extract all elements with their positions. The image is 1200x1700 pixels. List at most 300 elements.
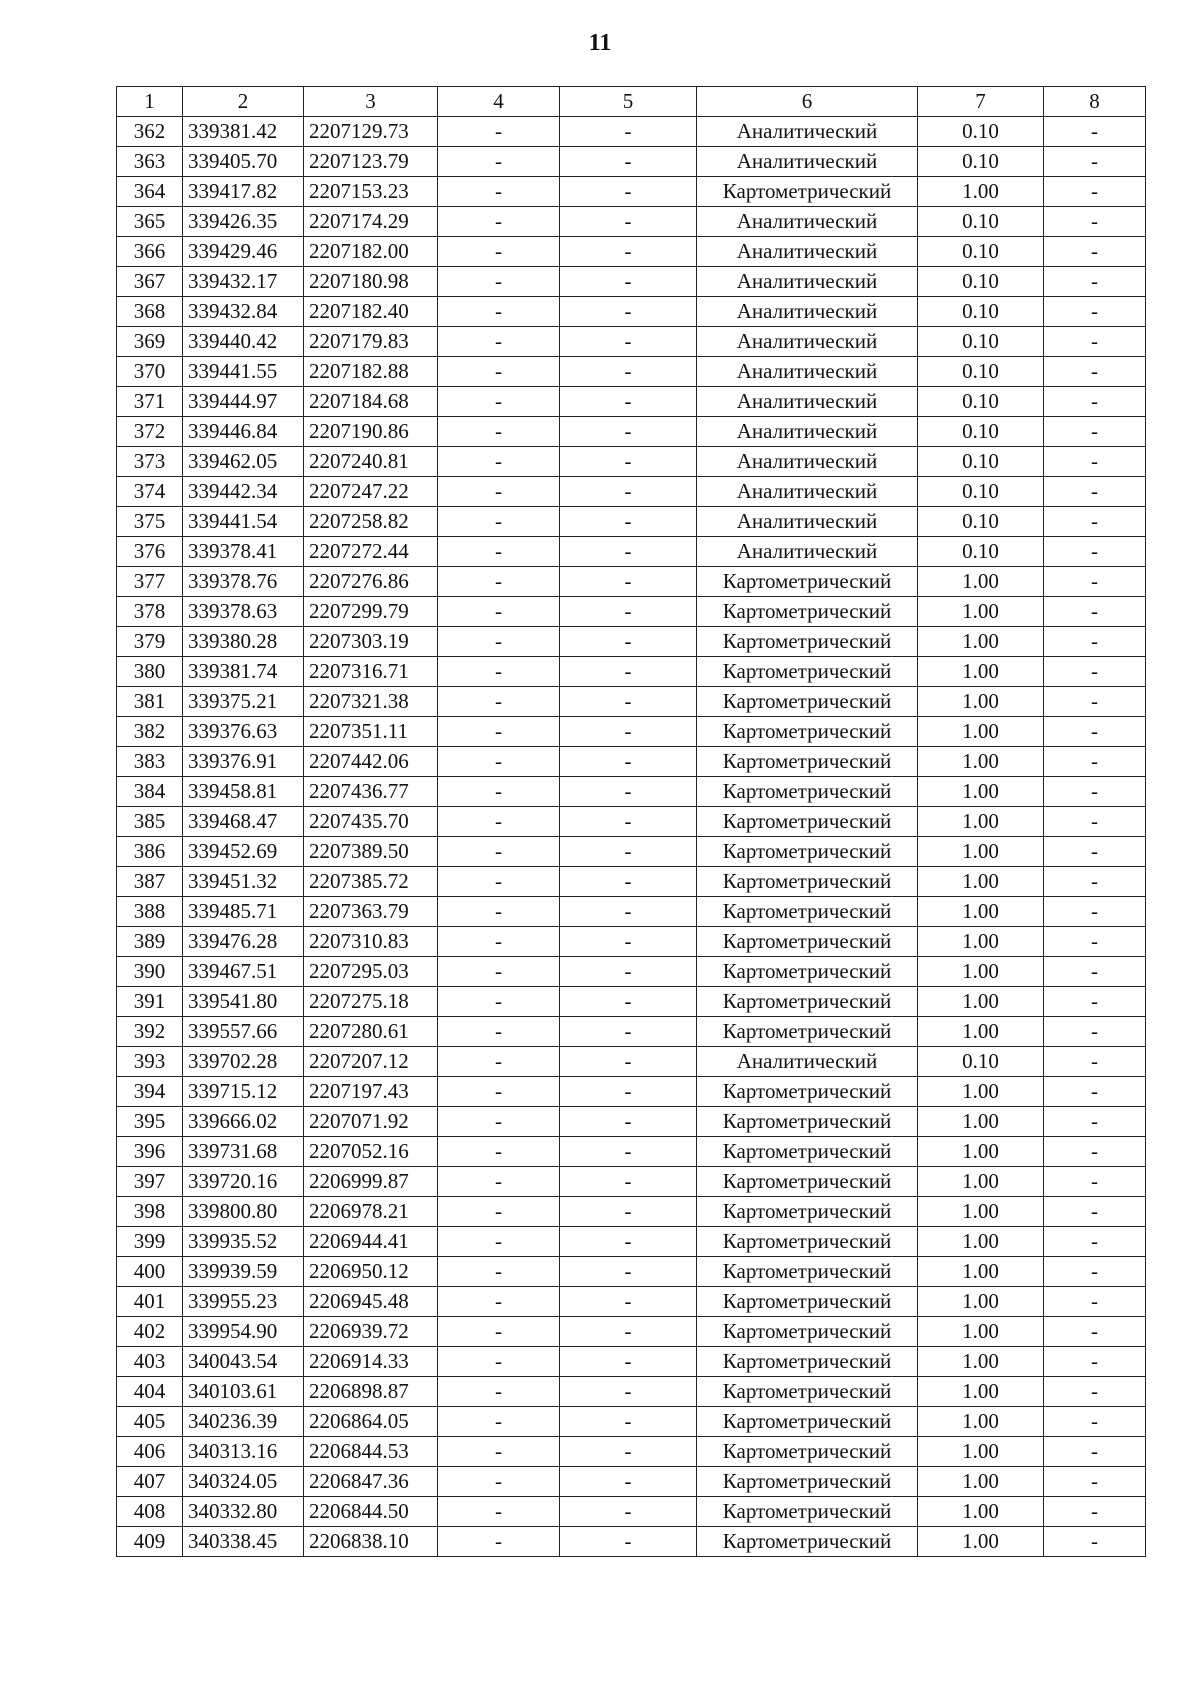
x-coordinate-cell: 339485.71 <box>183 897 304 927</box>
column-5-cell: - <box>560 1407 697 1437</box>
column-8-cell: - <box>1044 417 1146 447</box>
y-coordinate-cell: 2207351.11 <box>304 717 438 747</box>
column-8-cell: - <box>1044 837 1146 867</box>
point-number-cell: 399 <box>117 1227 183 1257</box>
column-8-cell: - <box>1044 1077 1146 1107</box>
point-number-cell: 407 <box>117 1467 183 1497</box>
header-cell: 6 <box>697 87 918 117</box>
column-8-cell: - <box>1044 657 1146 687</box>
table-row <box>117 897 1146 927</box>
point-number-cell: 383 <box>117 747 183 777</box>
method-cell: Картометрический <box>697 1017 918 1047</box>
method-cell: Аналитический <box>697 357 918 387</box>
x-coordinate-cell: 339557.66 <box>183 1017 304 1047</box>
point-number-cell: 372 <box>117 417 183 447</box>
method-cell: Картометрический <box>697 1107 918 1137</box>
column-5-cell: - <box>560 237 697 267</box>
column-8-cell: - <box>1044 1137 1146 1167</box>
y-coordinate-cell: 2206898.87 <box>304 1377 438 1407</box>
accuracy-cell: 1.00 <box>918 837 1044 867</box>
accuracy-cell: 0.10 <box>918 327 1044 357</box>
column-8-cell: - <box>1044 357 1146 387</box>
y-coordinate-cell: 2207052.16 <box>304 1137 438 1167</box>
column-5-cell: - <box>560 1047 697 1077</box>
method-cell: Картометрический <box>697 927 918 957</box>
accuracy-cell: 1.00 <box>918 1287 1044 1317</box>
table-row <box>117 597 1146 627</box>
column-8-cell: - <box>1044 747 1146 777</box>
x-coordinate-cell: 339442.34 <box>183 477 304 507</box>
coordinates-table <box>116 86 1146 1557</box>
accuracy-cell: 1.00 <box>918 1377 1044 1407</box>
x-coordinate-cell: 339451.32 <box>183 867 304 897</box>
column-5-cell: - <box>560 117 697 147</box>
header-cell: 3 <box>304 87 438 117</box>
accuracy-cell: 0.10 <box>918 147 1044 177</box>
accuracy-cell: 1.00 <box>918 1527 1044 1557</box>
header-cell: 2 <box>183 87 304 117</box>
column-8-cell: - <box>1044 537 1146 567</box>
x-coordinate-cell: 339446.84 <box>183 417 304 447</box>
header-cell: 4 <box>438 87 560 117</box>
point-number-cell: 382 <box>117 717 183 747</box>
column-8-cell: - <box>1044 327 1146 357</box>
column-8-cell: - <box>1044 177 1146 207</box>
y-coordinate-cell: 2207442.06 <box>304 747 438 777</box>
column-8-cell: - <box>1044 1497 1146 1527</box>
method-cell: Картометрический <box>697 897 918 927</box>
x-coordinate-cell: 339666.02 <box>183 1107 304 1137</box>
table-row <box>117 207 1146 237</box>
point-number-cell: 365 <box>117 207 183 237</box>
method-cell: Аналитический <box>697 387 918 417</box>
column-4-cell: - <box>438 1497 560 1527</box>
column-4-cell: - <box>438 1017 560 1047</box>
column-4-cell: - <box>438 1467 560 1497</box>
column-4-cell: - <box>438 897 560 927</box>
column-5-cell: - <box>560 297 697 327</box>
accuracy-cell: 0.10 <box>918 417 1044 447</box>
column-8-cell: - <box>1044 957 1146 987</box>
column-5-cell: - <box>560 1347 697 1377</box>
x-coordinate-cell: 339417.82 <box>183 177 304 207</box>
y-coordinate-cell: 2207258.82 <box>304 507 438 537</box>
column-8-cell: - <box>1044 987 1146 1017</box>
x-coordinate-cell: 339935.52 <box>183 1227 304 1257</box>
table-row <box>117 1197 1146 1227</box>
method-cell: Аналитический <box>697 327 918 357</box>
column-4-cell: - <box>438 747 560 777</box>
column-8-cell: - <box>1044 1467 1146 1497</box>
column-4-cell: - <box>438 1167 560 1197</box>
accuracy-cell: 0.10 <box>918 207 1044 237</box>
column-4-cell: - <box>438 687 560 717</box>
table-row <box>117 1437 1146 1467</box>
table-row <box>117 777 1146 807</box>
y-coordinate-cell: 2207280.61 <box>304 1017 438 1047</box>
column-5-cell: - <box>560 507 697 537</box>
table-row <box>117 1077 1146 1107</box>
x-coordinate-cell: 339405.70 <box>183 147 304 177</box>
method-cell: Картометрический <box>697 747 918 777</box>
accuracy-cell: 1.00 <box>918 1347 1044 1377</box>
accuracy-cell: 1.00 <box>918 627 1044 657</box>
method-cell: Картометрический <box>697 1137 918 1167</box>
accuracy-cell: 1.00 <box>918 1467 1044 1497</box>
column-8-cell: - <box>1044 1437 1146 1467</box>
y-coordinate-cell: 2207275.18 <box>304 987 438 1017</box>
y-coordinate-cell: 2206939.72 <box>304 1317 438 1347</box>
header-cell: 8 <box>1044 87 1146 117</box>
column-4-cell: - <box>438 537 560 567</box>
table-row <box>117 477 1146 507</box>
column-4-cell: - <box>438 1227 560 1257</box>
y-coordinate-cell: 2207276.86 <box>304 567 438 597</box>
table-row <box>117 387 1146 417</box>
column-4-cell: - <box>438 477 560 507</box>
y-coordinate-cell: 2207303.19 <box>304 627 438 657</box>
table-row <box>117 927 1146 957</box>
point-number-cell: 393 <box>117 1047 183 1077</box>
column-5-cell: - <box>560 717 697 747</box>
x-coordinate-cell: 339432.84 <box>183 297 304 327</box>
method-cell: Картометрический <box>697 687 918 717</box>
column-8-cell: - <box>1044 1017 1146 1047</box>
point-number-cell: 377 <box>117 567 183 597</box>
point-number-cell: 378 <box>117 597 183 627</box>
y-coordinate-cell: 2207180.98 <box>304 267 438 297</box>
x-coordinate-cell: 339441.54 <box>183 507 304 537</box>
point-number-cell: 384 <box>117 777 183 807</box>
method-cell: Аналитический <box>697 417 918 447</box>
y-coordinate-cell: 2207182.00 <box>304 237 438 267</box>
y-coordinate-cell: 2207389.50 <box>304 837 438 867</box>
x-coordinate-cell: 339444.97 <box>183 387 304 417</box>
method-cell: Картометрический <box>697 1467 918 1497</box>
point-number-cell: 402 <box>117 1317 183 1347</box>
method-cell: Картометрический <box>697 867 918 897</box>
table-row <box>117 837 1146 867</box>
column-5-cell: - <box>560 957 697 987</box>
point-number-cell: 371 <box>117 387 183 417</box>
column-8-cell: - <box>1044 597 1146 627</box>
column-8-cell: - <box>1044 447 1146 477</box>
accuracy-cell: 1.00 <box>918 1107 1044 1137</box>
method-cell: Аналитический <box>697 1047 918 1077</box>
accuracy-cell: 1.00 <box>918 1227 1044 1257</box>
column-8-cell: - <box>1044 1377 1146 1407</box>
x-coordinate-cell: 340332.80 <box>183 1497 304 1527</box>
x-coordinate-cell: 339429.46 <box>183 237 304 267</box>
y-coordinate-cell: 2206864.05 <box>304 1407 438 1437</box>
x-coordinate-cell: 339702.28 <box>183 1047 304 1077</box>
y-coordinate-cell: 2207247.22 <box>304 477 438 507</box>
x-coordinate-cell: 339954.90 <box>183 1317 304 1347</box>
column-4-cell: - <box>438 867 560 897</box>
accuracy-cell: 1.00 <box>918 777 1044 807</box>
y-coordinate-cell: 2207436.77 <box>304 777 438 807</box>
column-4-cell: - <box>438 597 560 627</box>
accuracy-cell: 1.00 <box>918 1257 1044 1287</box>
column-8-cell: - <box>1044 1287 1146 1317</box>
column-8-cell: - <box>1044 1347 1146 1377</box>
method-cell: Аналитический <box>697 297 918 327</box>
method-cell: Картометрический <box>697 1077 918 1107</box>
accuracy-cell: 1.00 <box>918 597 1044 627</box>
table-row <box>117 1527 1146 1557</box>
column-4-cell: - <box>438 627 560 657</box>
method-cell: Аналитический <box>697 477 918 507</box>
column-5-cell: - <box>560 987 697 1017</box>
x-coordinate-cell: 339458.81 <box>183 777 304 807</box>
column-5-cell: - <box>560 1287 697 1317</box>
x-coordinate-cell: 339376.63 <box>183 717 304 747</box>
column-4-cell: - <box>438 1137 560 1167</box>
y-coordinate-cell: 2206844.50 <box>304 1497 438 1527</box>
table-row <box>117 1107 1146 1137</box>
y-coordinate-cell: 2207123.79 <box>304 147 438 177</box>
point-number-cell: 376 <box>117 537 183 567</box>
method-cell: Картометрический <box>697 1407 918 1437</box>
table-row <box>117 537 1146 567</box>
y-coordinate-cell: 2207363.79 <box>304 897 438 927</box>
y-coordinate-cell: 2206950.12 <box>304 1257 438 1287</box>
point-number-cell: 362 <box>117 117 183 147</box>
column-5-cell: - <box>560 177 697 207</box>
x-coordinate-cell: 339376.91 <box>183 747 304 777</box>
column-5-cell: - <box>560 807 697 837</box>
table-row <box>117 177 1146 207</box>
method-cell: Картометрический <box>697 837 918 867</box>
accuracy-cell: 1.00 <box>918 717 1044 747</box>
column-8-cell: - <box>1044 1167 1146 1197</box>
column-8-cell: - <box>1044 1107 1146 1137</box>
point-number-cell: 391 <box>117 987 183 1017</box>
table-row <box>117 1047 1146 1077</box>
point-number-cell: 373 <box>117 447 183 477</box>
x-coordinate-cell: 339955.23 <box>183 1287 304 1317</box>
table-row <box>117 717 1146 747</box>
column-5-cell: - <box>560 1497 697 1527</box>
y-coordinate-cell: 2207197.43 <box>304 1077 438 1107</box>
column-4-cell: - <box>438 1197 560 1227</box>
column-4-cell: - <box>438 657 560 687</box>
point-number-cell: 364 <box>117 177 183 207</box>
column-5-cell: - <box>560 537 697 567</box>
column-5-cell: - <box>560 357 697 387</box>
column-8-cell: - <box>1044 1257 1146 1287</box>
y-coordinate-cell: 2207153.23 <box>304 177 438 207</box>
table-row <box>117 747 1146 777</box>
x-coordinate-cell: 339441.55 <box>183 357 304 387</box>
accuracy-cell: 1.00 <box>918 747 1044 777</box>
x-coordinate-cell: 340103.61 <box>183 1377 304 1407</box>
column-4-cell: - <box>438 1527 560 1557</box>
point-number-cell: 380 <box>117 657 183 687</box>
x-coordinate-cell: 339939.59 <box>183 1257 304 1287</box>
table-row <box>117 117 1146 147</box>
method-cell: Картометрический <box>697 957 918 987</box>
table-row <box>117 1287 1146 1317</box>
table-row <box>117 357 1146 387</box>
table-row <box>117 447 1146 477</box>
table-row <box>117 1017 1146 1047</box>
column-5-cell: - <box>560 567 697 597</box>
method-cell: Картометрический <box>697 627 918 657</box>
x-coordinate-cell: 339375.21 <box>183 687 304 717</box>
accuracy-cell: 1.00 <box>918 1437 1044 1467</box>
column-4-cell: - <box>438 417 560 447</box>
point-number-cell: 396 <box>117 1137 183 1167</box>
column-4-cell: - <box>438 447 560 477</box>
point-number-cell: 370 <box>117 357 183 387</box>
column-8-cell: - <box>1044 477 1146 507</box>
column-5-cell: - <box>560 687 697 717</box>
point-number-cell: 381 <box>117 687 183 717</box>
method-cell: Картометрический <box>697 777 918 807</box>
point-number-cell: 385 <box>117 807 183 837</box>
column-8-cell: - <box>1044 627 1146 657</box>
column-4-cell: - <box>438 1287 560 1317</box>
y-coordinate-cell: 2207190.86 <box>304 417 438 447</box>
y-coordinate-cell: 2207207.12 <box>304 1047 438 1077</box>
column-4-cell: - <box>438 957 560 987</box>
accuracy-cell: 0.10 <box>918 1047 1044 1077</box>
point-number-cell: 395 <box>117 1107 183 1137</box>
column-5-cell: - <box>560 1017 697 1047</box>
table-header-row <box>117 87 1146 117</box>
y-coordinate-cell: 2207240.81 <box>304 447 438 477</box>
page-number: 11 <box>588 30 612 56</box>
y-coordinate-cell: 2207182.88 <box>304 357 438 387</box>
accuracy-cell: 0.10 <box>918 237 1044 267</box>
method-cell: Аналитический <box>697 537 918 567</box>
method-cell: Картометрический <box>697 567 918 597</box>
x-coordinate-cell: 339378.63 <box>183 597 304 627</box>
column-5-cell: - <box>560 477 697 507</box>
column-5-cell: - <box>560 1317 697 1347</box>
column-8-cell: - <box>1044 1317 1146 1347</box>
method-cell: Картометрический <box>697 1197 918 1227</box>
point-number-cell: 374 <box>117 477 183 507</box>
point-number-cell: 386 <box>117 837 183 867</box>
column-4-cell: - <box>438 267 560 297</box>
table-row <box>117 627 1146 657</box>
column-4-cell: - <box>438 237 560 267</box>
column-8-cell: - <box>1044 1527 1146 1557</box>
column-5-cell: - <box>560 867 697 897</box>
point-number-cell: 363 <box>117 147 183 177</box>
accuracy-cell: 0.10 <box>918 477 1044 507</box>
point-number-cell: 379 <box>117 627 183 657</box>
column-4-cell: - <box>438 567 560 597</box>
x-coordinate-cell: 339380.28 <box>183 627 304 657</box>
column-8-cell: - <box>1044 807 1146 837</box>
y-coordinate-cell: 2207272.44 <box>304 537 438 567</box>
column-5-cell: - <box>560 1167 697 1197</box>
method-cell: Картометрический <box>697 1227 918 1257</box>
accuracy-cell: 0.10 <box>918 117 1044 147</box>
x-coordinate-cell: 339440.42 <box>183 327 304 357</box>
y-coordinate-cell: 2207321.38 <box>304 687 438 717</box>
accuracy-cell: 1.00 <box>918 1407 1044 1437</box>
x-coordinate-cell: 339468.47 <box>183 807 304 837</box>
point-number-cell: 368 <box>117 297 183 327</box>
column-8-cell: - <box>1044 1227 1146 1257</box>
x-coordinate-cell: 339800.80 <box>183 1197 304 1227</box>
accuracy-cell: 1.00 <box>918 657 1044 687</box>
column-5-cell: - <box>560 147 697 177</box>
table-row <box>117 1317 1146 1347</box>
column-4-cell: - <box>438 327 560 357</box>
column-8-cell: - <box>1044 927 1146 957</box>
column-5-cell: - <box>560 1527 697 1557</box>
accuracy-cell: 1.00 <box>918 807 1044 837</box>
point-number-cell: 387 <box>117 867 183 897</box>
column-4-cell: - <box>438 1257 560 1287</box>
column-4-cell: - <box>438 1407 560 1437</box>
point-number-cell: 405 <box>117 1407 183 1437</box>
x-coordinate-cell: 340338.45 <box>183 1527 304 1557</box>
x-coordinate-cell: 339426.35 <box>183 207 304 237</box>
method-cell: Картометрический <box>697 1257 918 1287</box>
point-number-cell: 375 <box>117 507 183 537</box>
column-5-cell: - <box>560 897 697 927</box>
column-5-cell: - <box>560 1137 697 1167</box>
column-4-cell: - <box>438 207 560 237</box>
column-8-cell: - <box>1044 207 1146 237</box>
column-5-cell: - <box>560 777 697 807</box>
column-8-cell: - <box>1044 387 1146 417</box>
x-coordinate-cell: 339467.51 <box>183 957 304 987</box>
method-cell: Картометрический <box>697 1527 918 1557</box>
accuracy-cell: 0.10 <box>918 507 1044 537</box>
column-8-cell: - <box>1044 117 1146 147</box>
accuracy-cell: 1.00 <box>918 1077 1044 1107</box>
column-4-cell: - <box>438 1077 560 1107</box>
column-4-cell: - <box>438 837 560 867</box>
method-cell: Аналитический <box>697 507 918 537</box>
column-8-cell: - <box>1044 567 1146 597</box>
column-5-cell: - <box>560 837 697 867</box>
point-number-cell: 367 <box>117 267 183 297</box>
method-cell: Картометрический <box>697 1287 918 1317</box>
table-row <box>117 1257 1146 1287</box>
column-5-cell: - <box>560 627 697 657</box>
column-4-cell: - <box>438 927 560 957</box>
column-4-cell: - <box>438 117 560 147</box>
column-5-cell: - <box>560 387 697 417</box>
x-coordinate-cell: 339381.74 <box>183 657 304 687</box>
point-number-cell: 397 <box>117 1167 183 1197</box>
x-coordinate-cell: 340043.54 <box>183 1347 304 1377</box>
column-8-cell: - <box>1044 1197 1146 1227</box>
method-cell: Аналитический <box>697 117 918 147</box>
y-coordinate-cell: 2207310.83 <box>304 927 438 957</box>
point-number-cell: 389 <box>117 927 183 957</box>
table-row <box>117 297 1146 327</box>
accuracy-cell: 1.00 <box>918 567 1044 597</box>
table-row <box>117 1467 1146 1497</box>
method-cell: Картометрический <box>697 1437 918 1467</box>
column-5-cell: - <box>560 1437 697 1467</box>
table-row <box>117 1347 1146 1377</box>
table-row <box>117 417 1146 447</box>
column-5-cell: - <box>560 1227 697 1257</box>
y-coordinate-cell: 2206838.10 <box>304 1527 438 1557</box>
point-number-cell: 400 <box>117 1257 183 1287</box>
table-row <box>117 147 1146 177</box>
